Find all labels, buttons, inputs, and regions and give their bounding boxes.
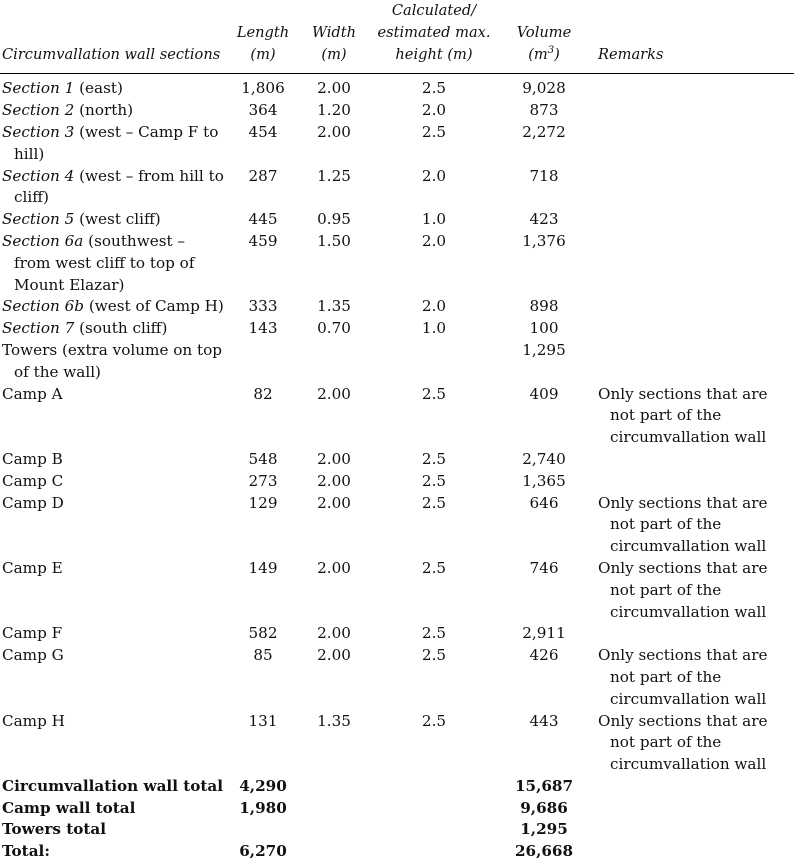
table-row: [0, 493, 794, 558]
section-name-italic: Section 4: [2, 166, 75, 185]
section-name-rest: Camp H: [2, 711, 65, 730]
section-name-italic: Section 7: [2, 319, 75, 338]
section-name-rest: Camp A: [2, 384, 63, 403]
cell-length: 364: [248, 101, 278, 120]
section-name-rest: (south cliff): [74, 319, 168, 338]
section-name: [0, 471, 224, 493]
table-row: [0, 318, 794, 340]
section-name-rest: Camp B: [2, 449, 63, 468]
total-volume: 9,686: [520, 798, 568, 817]
cell-length: 82: [253, 384, 273, 403]
cell-width: 2.00: [317, 79, 351, 98]
total-remarks-empty: [586, 776, 794, 798]
cell-length: 131: [248, 711, 278, 730]
table-row: [0, 209, 794, 231]
total-row: [0, 798, 794, 820]
section-name: [0, 384, 224, 449]
cell-width: 2.00: [317, 384, 351, 403]
cell-width: 2.00: [317, 624, 351, 643]
cell-remarks: Only sections that are not part of the circumvallation wall: [598, 384, 768, 447]
cell-remarks: [586, 166, 794, 210]
cell-width: 2.00: [317, 646, 351, 665]
cell-volume: 1,295: [522, 340, 566, 359]
total-remarks-empty: [586, 841, 794, 863]
cell-length: 273: [248, 471, 278, 490]
total-row: [0, 841, 794, 863]
section-name-rest: Camp F: [2, 624, 63, 643]
cell-remarks: [586, 471, 794, 493]
table-row: [0, 231, 794, 296]
section-name: [0, 166, 224, 210]
cell-height: 1.0: [421, 319, 447, 338]
table-row: [0, 340, 794, 384]
total-height-empty: [366, 841, 502, 863]
cell-remarks: [586, 318, 794, 340]
cell-height: 2.5: [421, 646, 447, 665]
total-label: Towers total: [2, 820, 107, 839]
cell-height: 2.5: [421, 79, 447, 98]
cell-length: 287: [248, 166, 278, 185]
cell-remarks: [586, 449, 794, 471]
table-row: [0, 296, 794, 318]
cell-width: 0.70: [317, 319, 351, 338]
cell-remarks: [586, 340, 794, 384]
table-row: [0, 558, 794, 623]
section-name: [0, 711, 224, 776]
total-label: Circumvallation wall total: [2, 776, 224, 795]
cell-remarks: Only sections that are not part of the circumvallation wall: [598, 646, 768, 708]
cell-height: 2.5: [421, 711, 447, 730]
total-volume: 15,687: [514, 776, 574, 795]
cell-volume: 2,272: [522, 122, 566, 141]
section-name-rest: (west – from hill to cliff): [14, 166, 224, 207]
section-name: [0, 558, 224, 623]
section-name-italic: Section 5: [2, 210, 75, 229]
cell-remarks: [586, 296, 794, 318]
total-row: [0, 819, 794, 841]
cell-remarks: [586, 122, 794, 166]
cell-length: 445: [248, 210, 278, 229]
cell-height: 2.0: [421, 231, 447, 250]
total-row: [0, 776, 794, 798]
cell-volume: 2,911: [522, 624, 566, 643]
section-name-rest: Camp C: [2, 471, 64, 490]
cell-volume: 2,740: [522, 449, 566, 468]
table-row: [0, 100, 794, 122]
total-remarks-empty: [586, 819, 794, 841]
section-name: [0, 296, 224, 318]
cell-length: 333: [248, 297, 278, 316]
section-name-rest: Camp G: [2, 646, 64, 665]
section-name-italic: Section 6b: [2, 297, 84, 316]
total-width-empty: [302, 776, 366, 798]
cell-width: 2.00: [317, 471, 351, 490]
header-sections: Circumvallation wall sections: [0, 0, 224, 74]
table-row: [0, 645, 794, 710]
cell-height: 2.5: [421, 493, 447, 512]
cell-width: 2.00: [317, 449, 351, 468]
cell-volume: 409: [529, 384, 559, 403]
total-volume: 1,295: [520, 820, 568, 839]
header-height: Calculated/ estimated max. height (m): [366, 0, 502, 74]
cell-height: 2.0: [421, 101, 447, 120]
cell-volume: 646: [529, 493, 559, 512]
section-name: [0, 449, 224, 471]
cell-length: [224, 340, 302, 384]
header-volume: Volume $(m^3)$: [502, 0, 586, 74]
table-row: [0, 166, 794, 210]
cell-volume: 1,376: [522, 231, 566, 250]
section-name-rest: (southwest – from west cliff to top of Mount Elazar): [14, 231, 195, 294]
cell-volume: 443: [529, 711, 559, 730]
cell-height: 2.5: [421, 558, 447, 577]
total-height-empty: [366, 776, 502, 798]
section-name: [0, 231, 224, 296]
cell-length: 548: [248, 449, 278, 468]
cell-volume: 746: [529, 558, 559, 577]
cell-width: 1.20: [317, 101, 351, 120]
total-height-empty: [366, 819, 502, 841]
cell-length: 454: [248, 122, 278, 141]
section-name-rest: (north): [74, 101, 134, 120]
section-name: [0, 318, 224, 340]
cell-volume: 1,365: [522, 471, 566, 490]
header-width: Width (m): [302, 0, 366, 74]
cell-width: 0.95: [317, 210, 351, 229]
section-name-rest: (east): [74, 79, 123, 98]
cell-length: 143: [248, 319, 278, 338]
total-width-empty: [302, 798, 366, 820]
cell-volume: 423: [529, 210, 559, 229]
section-name-rest: Camp E: [2, 558, 63, 577]
cell-height: 2.5: [421, 122, 447, 141]
cell-remarks: [586, 100, 794, 122]
table-row: [0, 74, 794, 100]
cell-width: 2.00: [317, 493, 351, 512]
total-length: 6,270: [239, 842, 287, 861]
cell-remarks: Only sections that are not part of the circumvallation wall: [598, 493, 768, 556]
section-name: [0, 623, 224, 645]
header-remarks: Remarks: [586, 0, 794, 74]
cell-width: 2.00: [317, 558, 351, 577]
section-name: [0, 209, 224, 231]
total-height-empty: [366, 798, 502, 820]
section-name: [0, 122, 224, 166]
table-header: [0, 0, 794, 74]
cell-width: [302, 340, 366, 384]
section-name: [0, 100, 224, 122]
table-row: [0, 471, 794, 493]
section-name-rest: (west – Camp F to hill): [14, 122, 219, 163]
section-name: [0, 645, 224, 710]
section-name-italic: Section 6a: [2, 231, 84, 250]
header-length: Length (m): [224, 0, 302, 74]
section-name-rest: Towers (extra volume on top of the wall): [2, 340, 222, 381]
table-row: [0, 449, 794, 471]
cell-height: 2.5: [421, 624, 447, 643]
cell-width: 1.35: [317, 711, 351, 730]
cell-volume: 100: [529, 319, 559, 338]
cell-width: 2.00: [317, 122, 351, 141]
table-row: [0, 384, 794, 449]
section-name-rest: (west cliff): [74, 210, 161, 229]
cell-height: 2.5: [421, 449, 447, 468]
section-name-italic: Section 3: [2, 122, 75, 141]
section-name-italic: Section 1: [2, 79, 75, 98]
section-name: [0, 74, 224, 100]
total-remarks-empty: [586, 798, 794, 820]
table-row: [0, 623, 794, 645]
cell-width: 1.35: [317, 297, 351, 316]
cell-volume: 9,028: [522, 79, 566, 98]
total-length: 4,290: [239, 776, 287, 795]
section-name-rest: (west of Camp H): [84, 297, 224, 316]
cell-length: 582: [248, 624, 278, 643]
cell-volume: 718: [529, 166, 559, 185]
cell-remarks: [586, 231, 794, 296]
total-label: Camp wall total: [2, 798, 136, 817]
total-width-empty: [302, 841, 366, 863]
cell-height: 1.0: [421, 210, 447, 229]
section-name-rest: Camp D: [2, 493, 64, 512]
cell-remarks: [586, 623, 794, 645]
cell-height: 2.0: [421, 166, 447, 185]
cell-height: 2.0: [421, 297, 447, 316]
cell-remarks: Only sections that are not part of the circumvallation wall: [598, 711, 768, 774]
cell-length: 129: [248, 493, 278, 512]
cell-height: [366, 340, 502, 384]
cell-length: 149: [248, 558, 278, 577]
cell-length: 85: [253, 646, 273, 665]
cell-volume: 426: [529, 646, 559, 665]
cell-volume: 898: [529, 297, 559, 316]
cell-volume: 873: [529, 101, 559, 120]
table-row: [0, 711, 794, 776]
cell-height: 2.5: [421, 471, 447, 490]
cell-height: 2.5: [421, 384, 447, 403]
cell-length: 1,806: [241, 79, 285, 98]
cell-width: 1.50: [317, 231, 351, 250]
cell-length: 459: [248, 231, 278, 250]
cell-width: 1.25: [317, 166, 351, 185]
section-name: [0, 493, 224, 558]
total-length: [224, 819, 302, 841]
table-body: [0, 74, 794, 863]
total-label: Total:: [2, 842, 50, 861]
cell-remarks: [586, 209, 794, 231]
cell-remarks: Only sections that are not part of the circumvallation wall: [598, 558, 768, 621]
section-name-italic: Section 2: [2, 101, 75, 120]
total-volume: 26,668: [514, 842, 574, 861]
section-name: [0, 340, 224, 384]
table-row: [0, 122, 794, 166]
total-width-empty: [302, 819, 366, 841]
cell-remarks: [586, 74, 794, 100]
total-length: 1,980: [239, 798, 287, 817]
